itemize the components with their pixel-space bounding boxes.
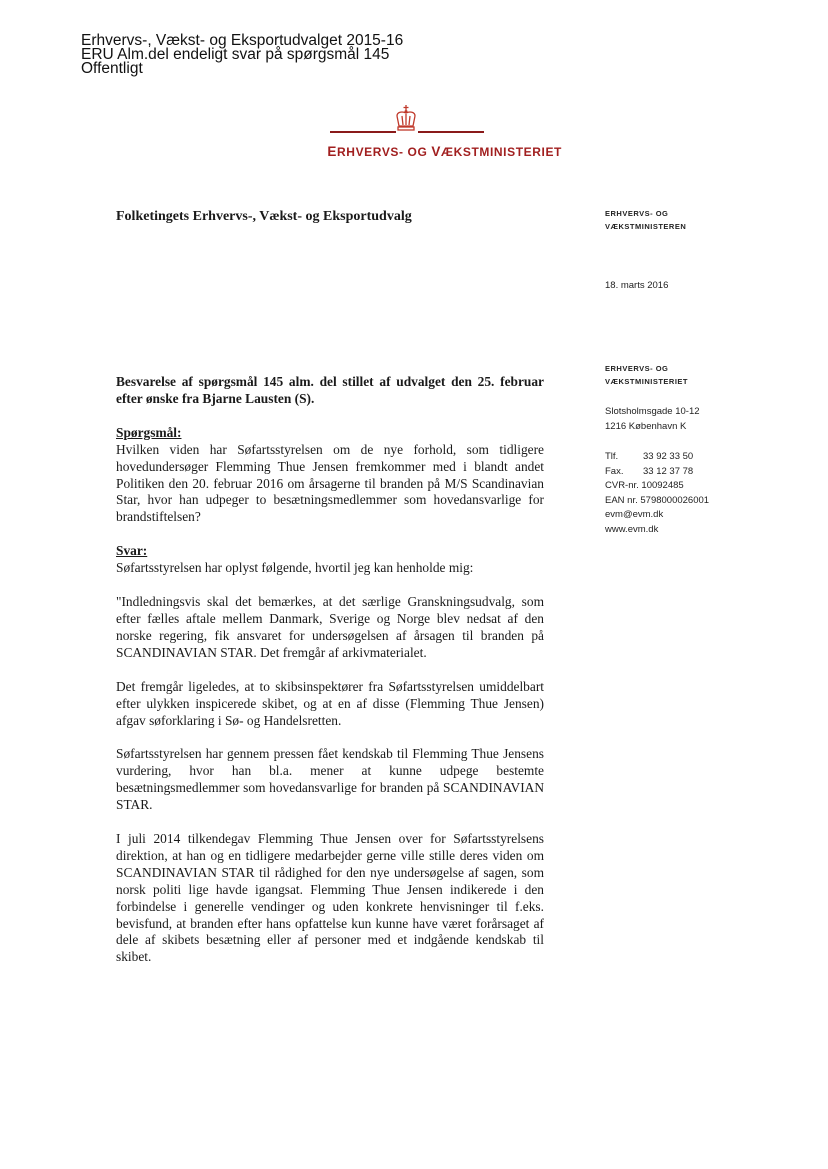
recipient: Folketingets Erhvervs-, Vækst- og Eksportudvalg	[116, 209, 412, 224]
cvr-number: CVR-nr. 10092485	[605, 480, 684, 492]
org-block	[605, 362, 688, 388]
org-line-1: ERHVERVS- OG	[605, 364, 669, 373]
sender-line-1: ERHVERVS- OG	[605, 209, 669, 218]
ean-number: EAN nr. 5798000026001	[605, 494, 710, 506]
subject: Besvarelse af spørgsmål 145 alm. del stillet af udvalget den 25. februar efter ønske fra Bjarne Lausten (S).	[116, 374, 544, 406]
phone-number: 33 92 33 50	[643, 451, 694, 462]
sender-block	[605, 207, 686, 233]
fax-number: 33 12 37 78	[643, 465, 694, 477]
website-link[interactable]: www.evm.dk	[605, 523, 659, 535]
address-block	[605, 405, 700, 434]
question-text: Hvilken viden har Søfartsstyrelsen om de nye forhold, som tidligere hovedundersøger Flemming Thue Jensen fremkommer med i blandt andet Politiken den 20. februar 2016 om årsagerne til branden på M/S Scandinavian Star, hvor han udpeger to besætningsmedlemmer som hovedansvarlige for brandstiftelsen?	[116, 441, 544, 525]
sender-line-2: VÆKSTMINISTEREN	[605, 222, 687, 231]
fax-label: Fax.	[605, 465, 624, 477]
answer-paragraph: "Indledningsvis skal det bemærkes, at det særlige Granskningsudvalg, som efter fælles aftale mellem Danmark, Sverige og Norge blev nedsat af den norske regering, fik ansvaret for undersøgelsen af årsagen til branden på SCANDINAVIAN STAR. Det fremgår af arkivmaterialet.	[116, 594, 544, 660]
answer-paragraph: Søfartsstyrelsen har gennem pressen fået kendskab til Flemming Thue Jensens vurdering, hvor han bl.a. mener at kunne udpege bestemte besætningsmedlemmer som hovedansvarlige for branden på SCANDINAVIAN STAR.	[116, 746, 544, 813]
ministry-logo	[250, 104, 580, 164]
stamp-committee: Erhvervs-, Vækst- og Eksportudvalget 2015-16	[81, 32, 404, 49]
logo-divider-left	[330, 131, 396, 133]
logo-divider-right	[418, 131, 484, 133]
answer-intro: Søfartsstyrelsen har oplyst følgende, hvortil jeg kan henholde mig:	[116, 560, 474, 576]
stamp-status: Offentligt	[81, 60, 143, 77]
document-stamp	[81, 34, 403, 76]
stamp-reference: ERU Alm.del endeligt svar på spørgsmål 145	[81, 46, 390, 63]
phone-label: Tlf.	[605, 451, 619, 462]
question-heading: Spørgsmål:	[116, 424, 182, 440]
letter-date: 18. marts 2016	[605, 280, 669, 291]
ministry-name: ERHVERVS- OG VÆKSTMINISTERIET	[327, 144, 562, 159]
crown-icon	[393, 104, 419, 132]
answer-heading: Svar:	[116, 543, 148, 559]
letter-body	[116, 374, 544, 966]
fax-line	[605, 465, 709, 480]
email-link[interactable]: evm@evm.dk	[605, 509, 664, 521]
answer-paragraph: Det fremgår ligeledes, at to skibsinspektører fra Søfartsstyrelsen umiddelbart efter ulykken inspicerede skibet, og at en af disse (Flemming Thue Jensen) afgav søforklaring i Sø- og Handelsretten.	[116, 678, 544, 728]
address-street: Slotsholmsgade 10-12	[605, 406, 700, 417]
phone-line	[605, 450, 709, 465]
answer-paragraph: I juli 2014 tilkendegav Flemming Thue Jensen over for Søfartsstyrelsens direktion, at han og en tidligere medarbejder gerne ville stille deres viden om SCANDINAVIAN STAR til rådighed for den nye undersøgelse af sagen, som norsk politi lige havde igangsat. Flemming Thue Jensen indikerede i den forbindelse i generelle vendinger og uden konkrete henvisninger til f.eks. bevisfund, at branden efter hans opfattelse kun kunne have været forårsaget af dele af skibets besætning eller af personer med et indgående kendskab til skibet.	[116, 831, 544, 965]
contact-block	[605, 450, 709, 538]
address-city: 1216 København K	[605, 420, 687, 432]
org-line-2: VÆKSTMINISTERIET	[605, 377, 689, 386]
